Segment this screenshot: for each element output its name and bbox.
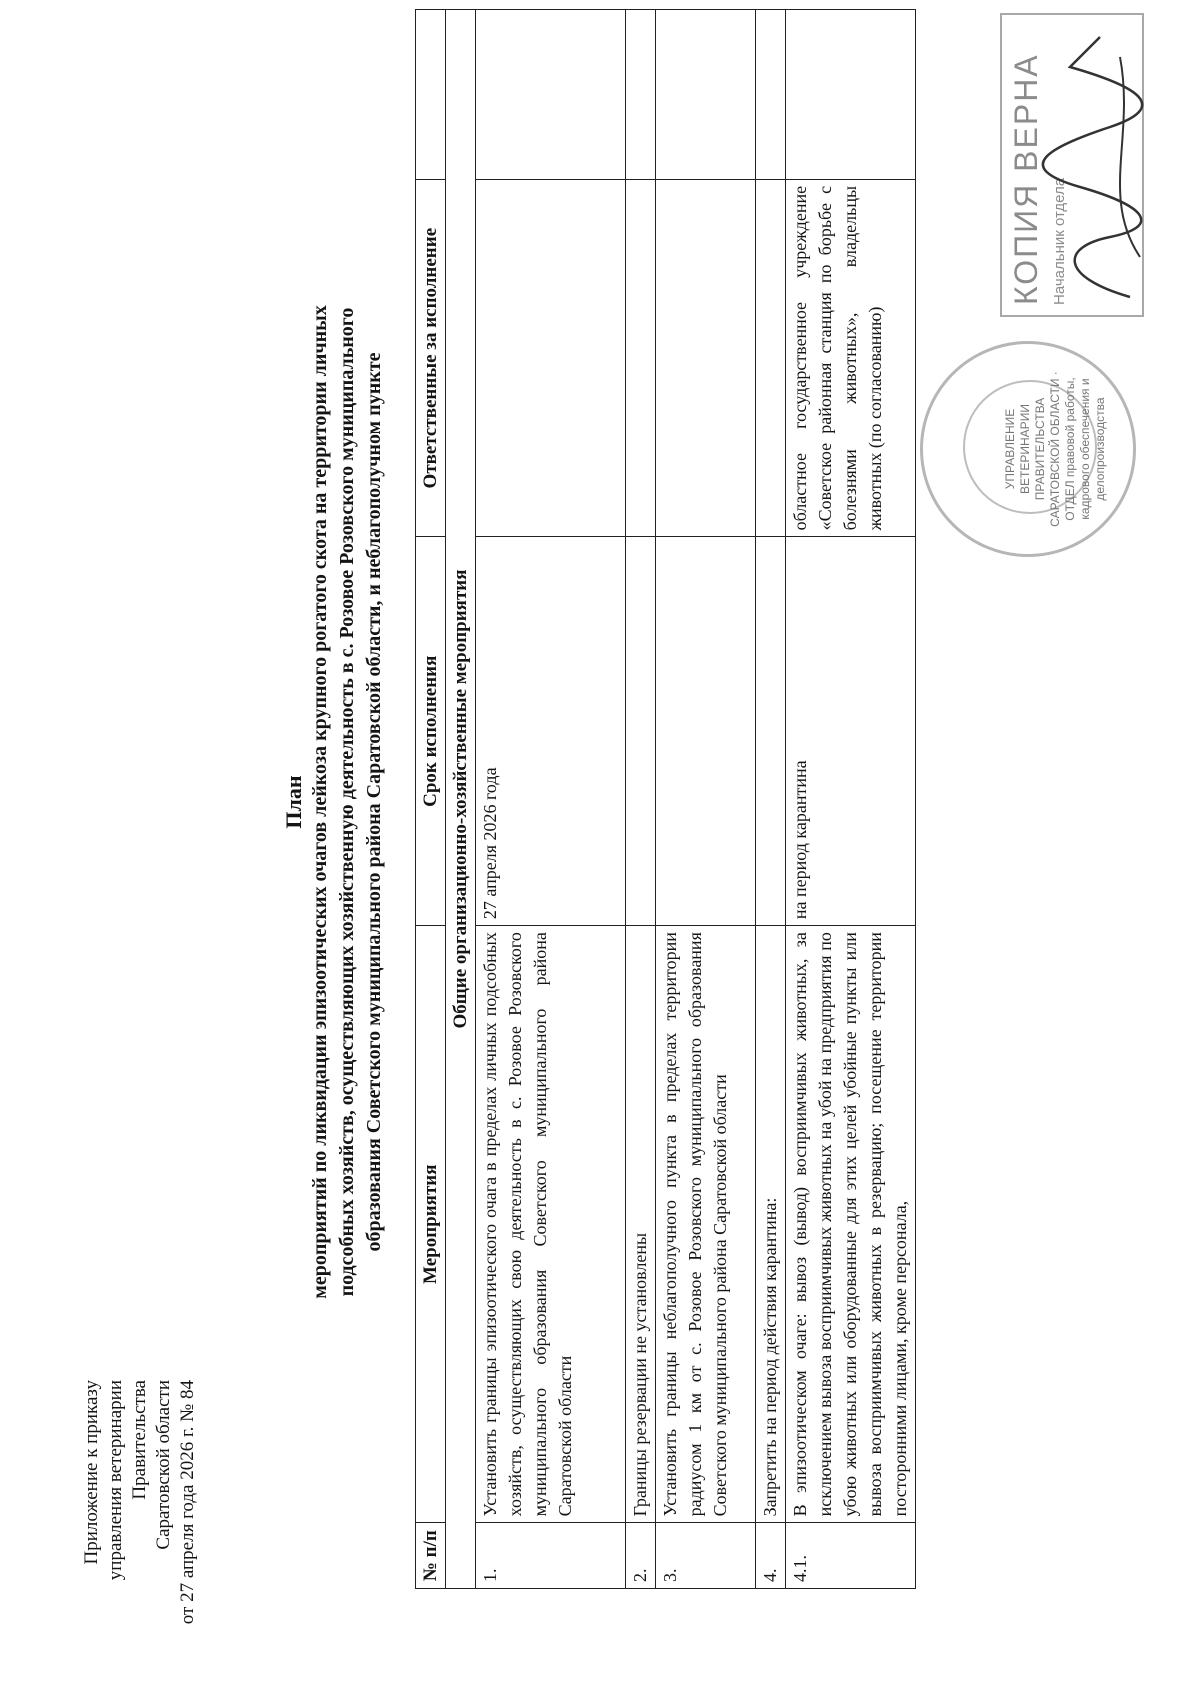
row-num: 3.	[656, 1523, 756, 1589]
row-responsible	[626, 179, 656, 536]
row-responsible	[656, 179, 756, 536]
row-responsible	[756, 179, 786, 536]
appendix-line: Приложение к приказу	[81, 1380, 102, 1565]
row-activity: Границы резервации не установлены	[626, 926, 656, 1523]
table-row	[756, 10, 786, 1589]
header-activity: Мероприятия	[416, 926, 446, 1523]
header-responsible: Ответственные за исполнение	[416, 179, 446, 536]
table-row	[476, 10, 626, 1589]
row-term	[756, 537, 786, 926]
handwritten-signature	[1040, 17, 1160, 317]
round-seal-text: УПРАВЛЕНИЕ ВЕТЕРИНАРИИ ПРАВИТЕЛЬСТВА САРАТОВСКОЙ ОБЛАСТИ · ОТДЕЛ правовой работы, кадрового обеспечения и делопроизводства	[1003, 371, 1107, 527]
row-term	[626, 537, 656, 926]
plan-title-line: подсобных хозяйств, осуществляющих хозяйственную деятельность в с. Розовое Розовского муниципального	[336, 307, 358, 1297]
plan-table	[415, 9, 916, 1589]
header-row	[416, 10, 446, 1589]
row-num: 4.1.	[786, 1523, 916, 1589]
table-row	[786, 10, 916, 1589]
header-empty	[416, 10, 446, 180]
plan-title-line: образования Советского муниципального района Саратовской области, и неблагополучном пункте	[363, 352, 385, 1252]
row-extra	[476, 10, 626, 180]
row-num: 4.	[756, 1523, 786, 1589]
section-title: Общие организационно-хозяйственные мероприятия	[446, 10, 476, 1589]
row-num: 1.	[476, 1523, 626, 1589]
plan-title	[280, 227, 388, 1377]
copy-stamp-title: КОПИЯ ВЕРНА	[1008, 53, 1044, 305]
plan-title-line: мероприятий по ликвидации эпизоотических очагов лейкоза крупного рогатого скота на территории личных	[309, 305, 331, 1299]
row-activity: Запретить на период действия карантина:	[756, 926, 786, 1523]
row-extra	[656, 10, 756, 180]
row-extra	[756, 10, 786, 180]
table-row	[626, 10, 656, 1589]
row-extra	[626, 10, 656, 180]
appendix-line: управления ветеринарии	[105, 1380, 126, 1581]
appendix-line: Саратовской области	[153, 1380, 174, 1550]
row-num: 2.	[626, 1523, 656, 1589]
row-responsible: областное государственное учреждение «Советское районная станция по борьбе с болезнями животных», владельцы животных (по согласованию)	[786, 179, 916, 536]
row-term	[656, 537, 756, 926]
row-term: 27 апреля 2026 года	[476, 537, 626, 926]
row-activity: В эпизоотическом очаге: вывоз (вывод) восприимчивых животных, за исключением вывоза восприимчивых животных на убой на предприятия по убою животных или оборудованные для этих целей убойные пункты или вывоза восприимчивых животных в резервацию; посещение территории посторонними лицами, кроме персонала,	[786, 926, 916, 1523]
table-row	[656, 10, 756, 1589]
header-num: № п/п	[416, 1523, 446, 1589]
header-term: Срок исполнения	[416, 537, 446, 926]
appendix-line: Правительства	[129, 1380, 150, 1500]
row-activity: Установить границы неблагополучного пункта в пределах территории радиусом 1 км от с. Розовое Розовского муниципального образования Советского муниципального района Саратовской области	[656, 926, 756, 1523]
row-activity: Установить границы эпизоотического очага в пределах личных подсобных хозяйств, осуществляющих свою деятельность в с. Розовое Розовского муниципального образования Советского муниципального района Саратовской области	[476, 926, 626, 1523]
appendix-line: от 27 апреля года 2026 г. № 84	[177, 1380, 198, 1625]
row-extra	[786, 10, 916, 180]
row-responsible	[476, 179, 626, 536]
round-seal	[920, 341, 1136, 557]
plan-heading: План	[281, 775, 306, 829]
copy-stamp-subtitle: Начальник отдела	[1051, 177, 1068, 305]
appendix-block	[80, 1380, 200, 1680]
row-term: на период карантина	[786, 537, 916, 926]
section-row	[446, 10, 476, 1589]
